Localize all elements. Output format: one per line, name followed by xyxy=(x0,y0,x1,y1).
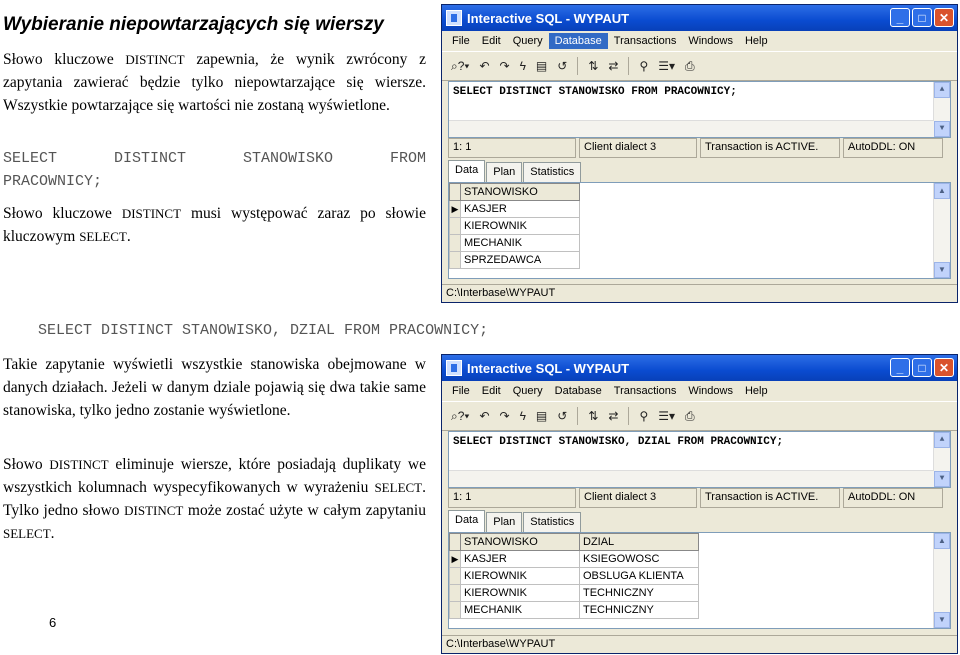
menu-help[interactable]: Help xyxy=(744,35,768,47)
interactive-sql-window-1 xyxy=(441,4,958,303)
table-cell[interactable]: TECHNICZNY xyxy=(580,585,699,602)
app-icon xyxy=(446,360,462,376)
options-icon[interactable]: ☰▾ xyxy=(658,59,676,73)
menu-file[interactable]: File xyxy=(452,35,470,47)
grid-vertical-scrollbar[interactable] xyxy=(933,533,950,628)
scroll-down-icon[interactable]: ▼ xyxy=(934,612,950,628)
table-cell[interactable]: KIEROWNIK xyxy=(461,585,580,602)
options-icon[interactable]: ☰▾ xyxy=(658,409,676,423)
status-row xyxy=(448,488,951,508)
cursor-position: 1: 1 xyxy=(448,138,576,158)
prev-query-icon[interactable]: ↶ xyxy=(479,409,490,423)
scroll-up-icon[interactable]: ▲ xyxy=(934,533,950,549)
table-row[interactable] xyxy=(450,602,699,619)
scroll-up-icon[interactable]: ▲ xyxy=(934,432,950,448)
row-indicator xyxy=(450,534,461,551)
toolbar xyxy=(442,51,957,81)
table-cell[interactable]: SPRZEDAWCA xyxy=(461,252,580,269)
table-cell[interactable]: TECHNICZNY xyxy=(580,602,699,619)
result-table xyxy=(449,183,580,269)
table-cell[interactable]: KASJER xyxy=(461,551,580,568)
menu-edit[interactable]: Edit xyxy=(481,385,501,397)
table-row[interactable] xyxy=(450,568,699,585)
table-row[interactable] xyxy=(450,252,580,269)
tab-statistics[interactable]: Statistics xyxy=(523,512,581,532)
sql-horizontal-scrollbar[interactable] xyxy=(449,120,934,137)
code-example-1: SELECT DISTINCT STANOWISKO FROM PRACOWNICY; xyxy=(3,150,426,190)
scroll-down-icon[interactable]: ▼ xyxy=(934,471,950,487)
menu-bar xyxy=(442,381,957,401)
column-header[interactable]: DZIAL xyxy=(580,534,699,551)
autoddl-status: AutoDDL: ON xyxy=(843,138,943,158)
menu-transactions[interactable]: Transactions xyxy=(613,35,677,47)
help-query-icon[interactable]: ⌕?▾ xyxy=(451,58,470,73)
menu-file[interactable]: File xyxy=(452,385,470,397)
menu-database[interactable]: Database xyxy=(554,385,602,397)
sql-text[interactable]: SELECT DISTINCT STANOWISKO FROM PRACOWNICY; xyxy=(453,86,737,98)
menu-query[interactable]: Query xyxy=(512,385,543,397)
result-tabs xyxy=(448,512,582,532)
tab-data[interactable]: Data xyxy=(448,510,485,537)
commit-icon[interactable]: ▤ xyxy=(535,409,548,423)
column-header[interactable]: STANOWISKO xyxy=(461,534,580,551)
load-script-icon[interactable]: ⇅ xyxy=(588,59,599,73)
execute-icon[interactable]: ϟ xyxy=(519,59,526,73)
table-row[interactable] xyxy=(450,201,580,218)
rollback-icon[interactable]: ↺ xyxy=(557,409,568,423)
row-indicator xyxy=(450,184,461,201)
help-query-icon[interactable]: ⌕?▾ xyxy=(451,408,470,423)
client-dialect: Client dialect 3 xyxy=(579,138,697,158)
current-row-icon: ▶ xyxy=(450,551,461,568)
code-example-2: SELECT DISTINCT STANOWISKO, DZIAL FROM PRACOWNICY; xyxy=(38,322,489,339)
window-title: Interactive SQL - WYPAUT xyxy=(467,10,630,26)
row-indicator xyxy=(450,235,461,252)
table-row[interactable] xyxy=(450,585,699,602)
maximize-button[interactable]: □ xyxy=(912,8,932,27)
table-cell[interactable]: KIEROWNIK xyxy=(461,568,580,585)
grid-vertical-scrollbar[interactable] xyxy=(933,183,950,278)
grid-header-row xyxy=(450,534,699,551)
row-indicator xyxy=(450,585,461,602)
paragraph-distinct-intro: Słowo kluczowe DISTINCT zapewnia, że wynik zwrócony z zapytania zawierać będzie tylko niepowtarzające się wiersze. Wszystkie powtarzające się wartości nie zostaną wyświetlone. xyxy=(3,51,426,114)
menu-transactions[interactable]: Transactions xyxy=(613,385,677,397)
execute-icon[interactable]: ϟ xyxy=(519,409,526,423)
menu-windows[interactable]: Windows xyxy=(688,385,733,397)
table-cell[interactable]: OBSLUGA KLIENTA xyxy=(580,568,699,585)
menu-windows[interactable]: Windows xyxy=(688,35,733,47)
column-header[interactable]: STANOWISKO xyxy=(461,184,580,201)
table-cell[interactable]: KIEROWNIK xyxy=(461,218,580,235)
paragraph-distinct-position: Słowo kluczowe DISTINCT musi występować zaraz po słowie kluczowym SELECT. xyxy=(3,205,426,245)
commit-icon[interactable]: ▤ xyxy=(535,59,548,73)
find-icon[interactable]: ⚲ xyxy=(639,409,649,423)
app-icon xyxy=(446,10,462,26)
path-status-bar: C:\Interbase\WYPAUT xyxy=(442,635,957,653)
tab-statistics[interactable]: Statistics xyxy=(523,162,581,182)
sql-vertical-scrollbar[interactable] xyxy=(933,82,950,137)
result-grid xyxy=(448,532,951,629)
paragraph-multi-column: Takie zapytanie wyświetli wszystkie stanowiska obejmowane w danych działach. Jeżeli w danym dziale pojawią się dwa takie same stanowiska, tylko jedno zostanie wyświetlone. xyxy=(3,356,426,419)
grid-header-row xyxy=(450,184,580,201)
table-cell[interactable]: KASJER xyxy=(461,201,580,218)
page-number: 6 xyxy=(49,615,57,630)
status-row xyxy=(448,138,951,158)
row-indicator xyxy=(450,252,461,269)
menu-database[interactable]: Database xyxy=(549,33,608,49)
next-query-icon[interactable]: ↷ xyxy=(499,59,510,73)
transaction-status: Transaction is ACTIVE. xyxy=(700,138,840,158)
tab-data[interactable]: Data xyxy=(448,160,485,187)
table-cell[interactable]: MECHANIK xyxy=(461,602,580,619)
cursor-position: 1: 1 xyxy=(448,488,576,508)
close-button[interactable]: ✕ xyxy=(934,8,954,27)
sql-editor[interactable] xyxy=(448,81,951,138)
load-script-icon[interactable]: ⇅ xyxy=(588,409,599,423)
toolbar xyxy=(442,401,957,431)
print-icon[interactable]: ⎙ xyxy=(685,58,695,73)
menu-edit[interactable]: Edit xyxy=(481,35,501,47)
row-indicator xyxy=(450,218,461,235)
path-status-bar: C:\Interbase\WYPAUT xyxy=(442,284,957,302)
row-indicator xyxy=(450,568,461,585)
sql-editor[interactable] xyxy=(448,431,951,488)
result-table xyxy=(449,533,699,619)
scroll-down-icon[interactable]: ▼ xyxy=(934,121,950,137)
scroll-up-icon[interactable]: ▲ xyxy=(934,183,950,199)
menu-help[interactable]: Help xyxy=(744,385,768,397)
find-icon[interactable]: ⚲ xyxy=(639,59,649,73)
sql-text[interactable]: SELECT DISTINCT STANOWISKO, DZIAL FROM PRACOWNICY; xyxy=(453,436,784,448)
window-title-bar[interactable] xyxy=(442,355,957,381)
current-row-icon: ▶ xyxy=(450,201,461,218)
tab-plan[interactable]: Plan xyxy=(486,162,522,182)
rollback-icon[interactable]: ↺ xyxy=(557,59,568,73)
print-icon[interactable]: ⎙ xyxy=(685,408,695,423)
row-indicator xyxy=(450,602,461,619)
sql-vertical-scrollbar[interactable] xyxy=(933,432,950,487)
table-row[interactable] xyxy=(450,551,699,568)
window-title: Interactive SQL - WYPAUT xyxy=(467,360,630,376)
next-query-icon[interactable]: ↷ xyxy=(499,409,510,423)
paragraph-distinct-rules: Słowo DISTINCT eliminuje wiersze, które posiadają duplikaty we wszystkich kolumnach wyspecyfikowanych w wyrażeniu SELECT. Tylko jedno słowo DISTINCT może zostać użyte w całym zapytaniu SELECT. xyxy=(3,456,426,542)
tab-plan[interactable]: Plan xyxy=(486,512,522,532)
menu-query[interactable]: Query xyxy=(512,35,543,47)
maximize-button[interactable]: □ xyxy=(912,358,932,377)
table-cell[interactable]: MECHANIK xyxy=(461,235,580,252)
page-title: Wybieranie niepowtarzających się wierszy xyxy=(3,14,384,35)
interactive-sql-window-2 xyxy=(441,354,958,654)
scroll-up-icon[interactable]: ▲ xyxy=(934,82,950,98)
autoddl-status: AutoDDL: ON xyxy=(843,488,943,508)
result-tabs xyxy=(448,162,582,182)
minimize-button[interactable]: _ xyxy=(890,358,910,377)
table-row[interactable] xyxy=(450,235,580,252)
save-script-icon[interactable]: ⇄ xyxy=(608,409,619,423)
menu-bar xyxy=(442,31,957,51)
close-button[interactable]: ✕ xyxy=(934,358,954,377)
window-title-bar[interactable] xyxy=(442,5,957,31)
transaction-status: Transaction is ACTIVE. xyxy=(700,488,840,508)
client-dialect: Client dialect 3 xyxy=(579,488,697,508)
save-script-icon[interactable]: ⇄ xyxy=(608,59,619,73)
prev-query-icon[interactable]: ↶ xyxy=(479,59,490,73)
minimize-button[interactable]: _ xyxy=(890,8,910,27)
sql-horizontal-scrollbar[interactable] xyxy=(449,470,934,487)
result-grid xyxy=(448,182,951,279)
scroll-down-icon[interactable]: ▼ xyxy=(934,262,950,278)
table-cell[interactable]: KSIEGOWOSC xyxy=(580,551,699,568)
table-row[interactable] xyxy=(450,218,580,235)
